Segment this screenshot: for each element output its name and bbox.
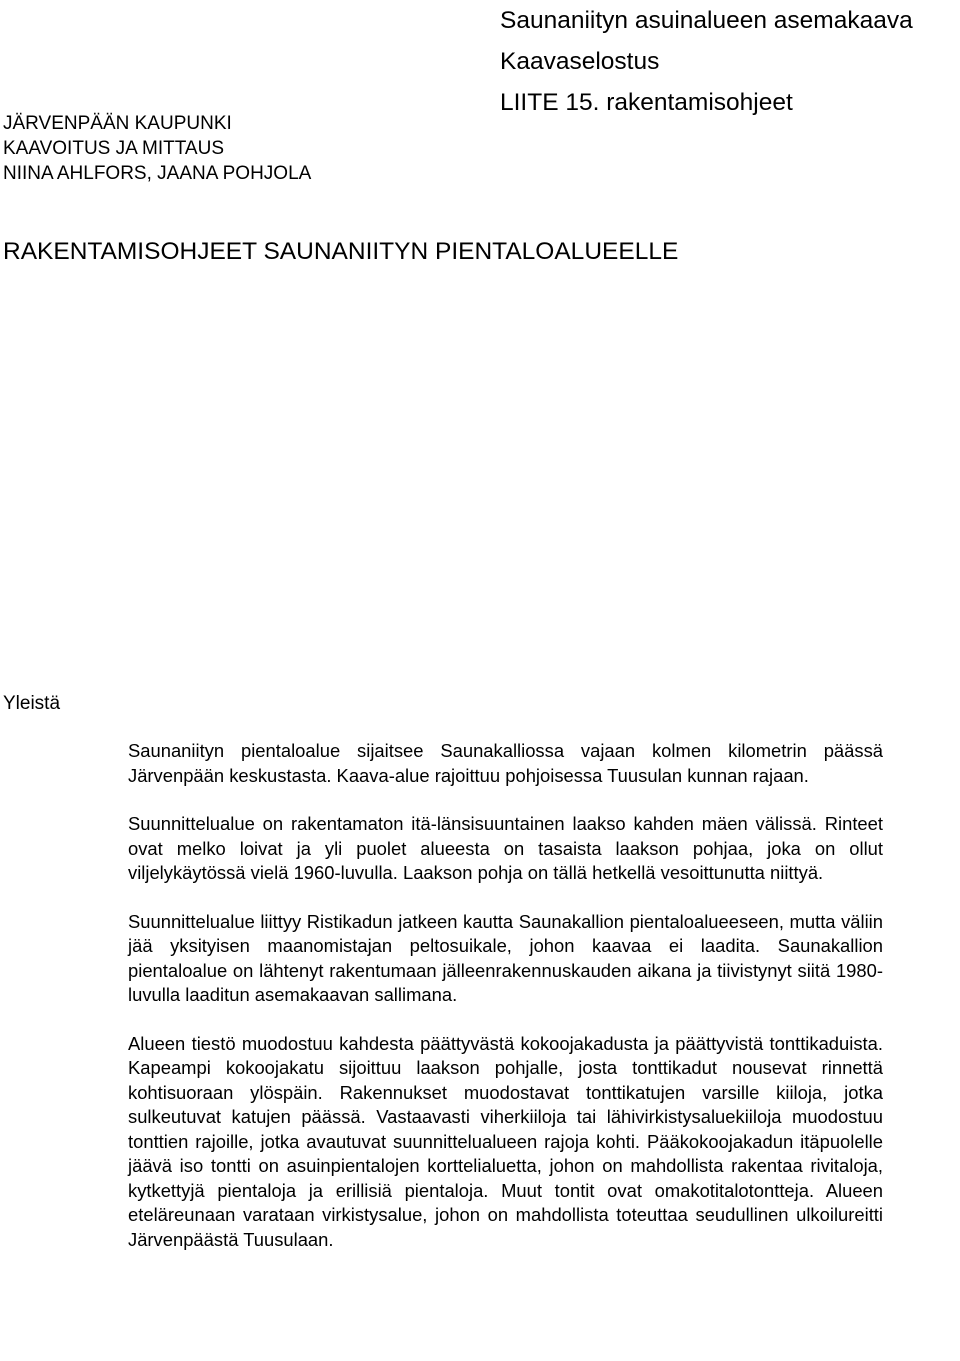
document-header-left	[3, 111, 423, 186]
document-title: RAKENTAMISOHJEET SAUNANIITYN PIENTALOALUEELLE	[3, 238, 679, 265]
header-appendix: LIITE 15. rakentamisohjeet	[500, 89, 793, 116]
paragraph: Saunaniityn pientaloalue sijaitsee Saunakalliossa vajaan kolmen kilometrin päässä Järvenpään keskustasta. Kaava-alue rajoittuu pohjoisessa Tuusulan kunnan rajaan.	[128, 740, 883, 786]
header-organization: JÄRVENPÄÄN KAUPUNKI	[3, 113, 232, 134]
paragraph: Suunnittelualue liittyy Ristikadun jatkeen kautta Saunakallion pientaloalueeseen, mutta väliin jää yksityisen maanomistajan peltosuikale, johon kaavaa ei laadita. Saunakallion pientaloalue on lähtenyt rakentumaan jälleenrakennuskauden aikana ja tiivistynyt siitä 1980-luvulla laaditun asemakaavan sallimana.	[128, 910, 883, 1005]
paragraph: Suunnittelualue on rakentamaton itä-länsisuuntainen laakso kahden mäen välissä. Rinteet ovat melko loivat ja yli puolet alueesta on tasaista laakson pohjaa, joka on ollut viljelykäytössä vielä 1960-luvulla. Laakson pohja on tällä hetkellä vesoittunutta niittyä.	[128, 813, 883, 883]
header-plan-name: Saunaniityn asuinalueen asemakaava	[500, 7, 913, 34]
paragraph: Alueen tiestö muodostuu kahdesta päättyvästä kokoojakadusta ja päättyvistä tonttikaduista. Kapeampi kokoojakatu sijoittuu laakson pohjalle, josta tonttikadut nousevat rinnettä kohtisuoraan ylöspäin. Rakennukset muodostavat tonttikatujen varsille kiiloja, jotka sulkeutuvat katujen päässä. Vastaavasti viherkiiloja tai lähivirkistysaluekiiloja muodostuu tonttien rajoille, jotka avautuvat suunnittelualueen rajoja kohti. Pääkokoojakadun itäpuolelle jäävä iso tontti on asuinpientalojen korttelialuetta, johon on mahdollista rakentaa rivitaloja, kytkettyjä pientaloja ja erillisiä pientaloja. Muut tontit ovat omakotitalotontteja. Alueen eteläreunaan varataan virkistysalue, johon on mahdollista toteuttaa seudullinen ulkoilureitti Järvenpäästä Tuusulaan.	[128, 1032, 883, 1250]
header-authors: NIINA AHLFORS, JAANA POHJOLA	[3, 163, 312, 184]
document-header-right	[500, 0, 940, 123]
header-doc-type: Kaavaselostus	[500, 48, 660, 75]
body-text	[128, 739, 883, 1252]
header-department: KAAVOITUS JA MITTAUS	[3, 138, 224, 159]
section-heading: Yleistä	[3, 693, 61, 714]
